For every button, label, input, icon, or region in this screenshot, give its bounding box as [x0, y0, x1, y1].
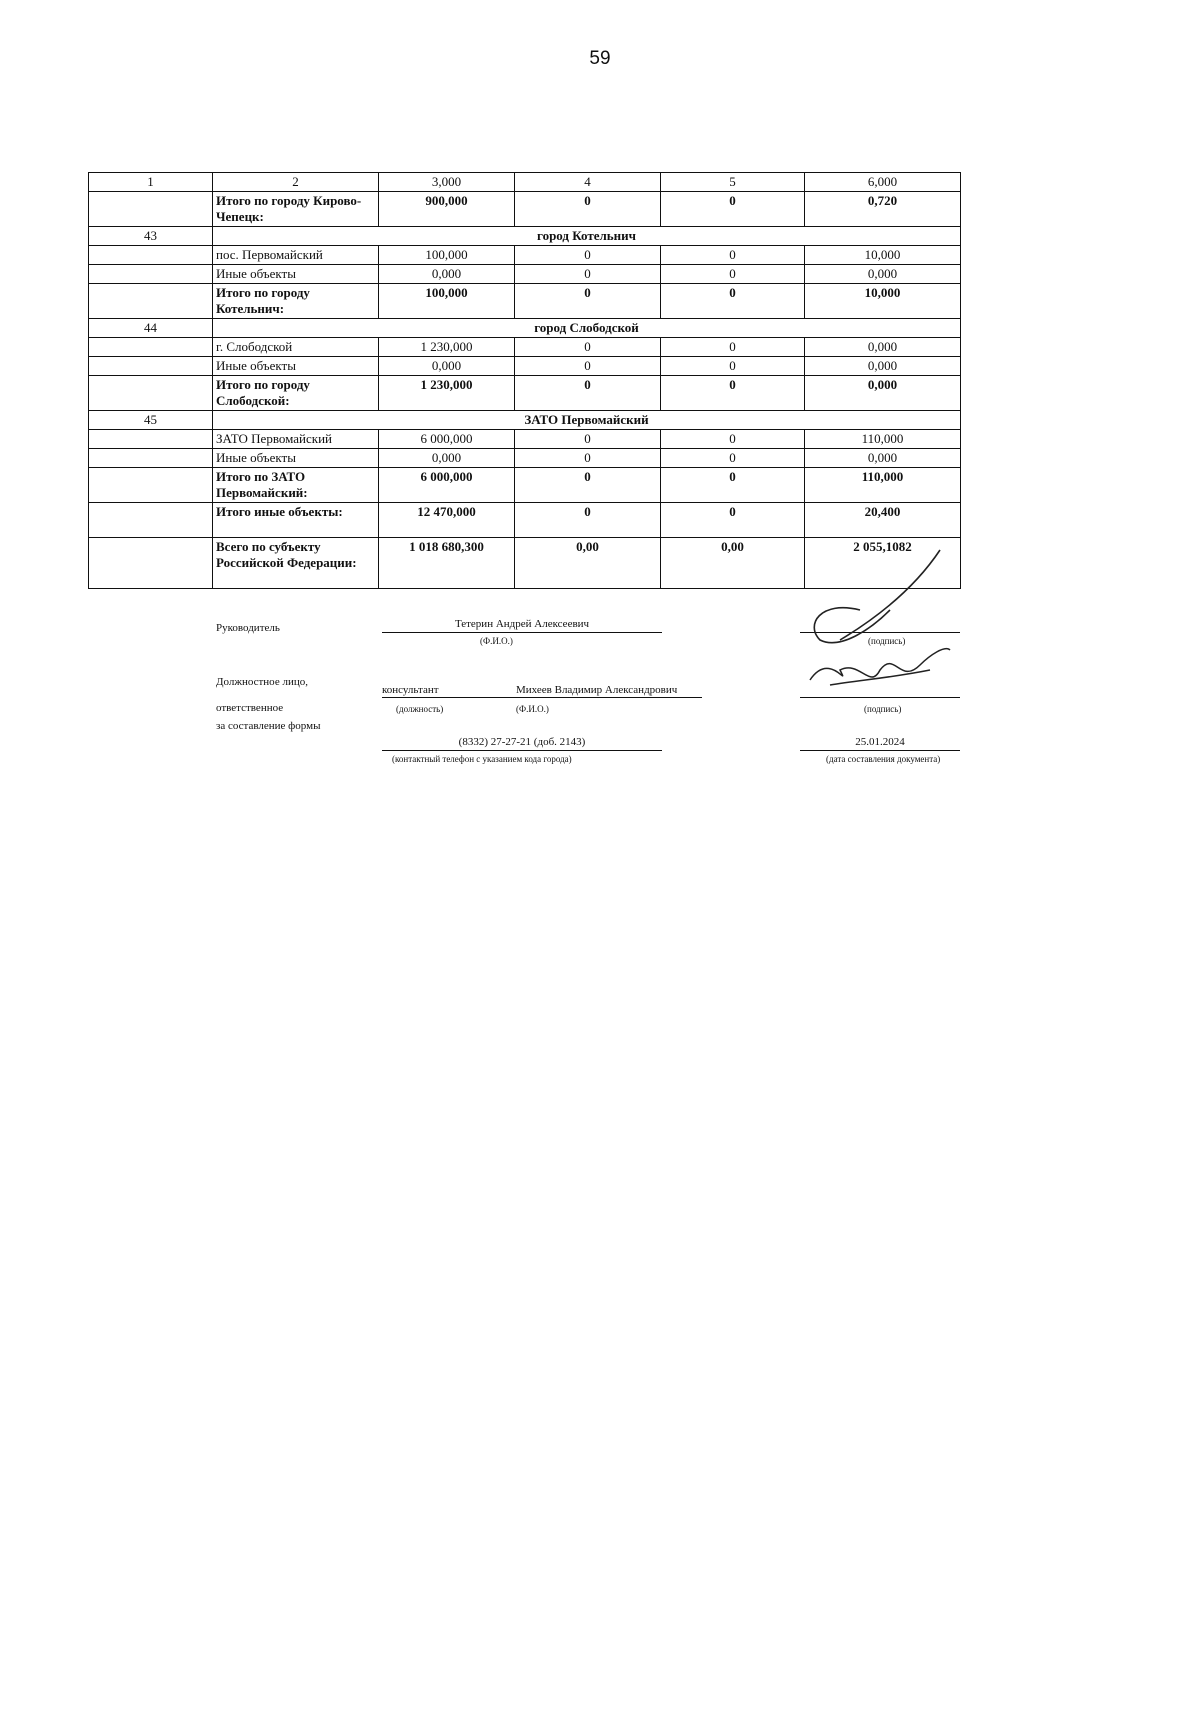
official-name: Михеев Владимир Александрович: [516, 684, 678, 696]
row-value-4: 0: [515, 468, 661, 503]
row-value-5: 0,00: [661, 538, 805, 589]
row-value-5: 0: [661, 449, 805, 468]
row-value-5: 0: [661, 246, 805, 265]
row-value-5: 0: [661, 192, 805, 227]
row-value-3: 6 000,000: [379, 430, 515, 449]
row-value-4: 0,00: [515, 538, 661, 589]
row-value-4: 0: [515, 357, 661, 376]
official-label-line1: Должностное лицо,: [216, 676, 308, 688]
row-value-6: 0,000: [805, 265, 961, 284]
row-value-4: 0: [515, 246, 661, 265]
phone-caption: (контактный телефон с указанием кода города): [392, 754, 572, 764]
row-value-3: 1 230,000: [379, 338, 515, 357]
row-value-3: 100,000: [379, 284, 515, 319]
header-cell: 3,000: [379, 173, 515, 192]
official-fio-caption: (Ф.И.О.): [516, 704, 549, 714]
row-value-3: 12 470,000: [379, 503, 515, 538]
official-label-line2: ответственное: [216, 702, 284, 714]
row-name: Итого по городу Котельнич:: [213, 284, 379, 319]
row-value-5: 0: [661, 503, 805, 538]
row-name: Итого по городу Кирово-Чепецк:: [213, 192, 379, 227]
row-name: Иные объекты: [213, 265, 379, 284]
row-name: Иные объекты: [213, 449, 379, 468]
date-caption: (дата составления документа): [826, 754, 941, 764]
head-signature-caption: (подпись): [868, 636, 906, 646]
row-number: 45: [89, 411, 213, 430]
row-value-5: 0: [661, 284, 805, 319]
row-name: г. Слободской: [213, 338, 379, 357]
row-value-5: 0: [661, 338, 805, 357]
page-number: 59: [589, 48, 611, 69]
official-label-line3: за составление формы: [216, 720, 321, 732]
official-position: консультант: [382, 684, 439, 696]
header-cell: 2: [213, 173, 379, 192]
position-caption: (должность): [396, 704, 444, 714]
row-value-6: 0,000: [805, 357, 961, 376]
row-value-4: 0: [515, 338, 661, 357]
row-value-6: 0,000: [805, 376, 961, 411]
row-value-6: 0,000: [805, 338, 961, 357]
head-fio-caption: (Ф.И.О.): [480, 636, 513, 646]
row-value-3: 0,000: [379, 449, 515, 468]
row-value-3: 6 000,000: [379, 468, 515, 503]
row-value-3: 1 230,000: [379, 376, 515, 411]
head-label: Руководитель: [216, 622, 280, 634]
official-signature-caption: (подпись): [864, 704, 902, 714]
row-value-4: 0: [515, 503, 661, 538]
section-title: город Котельнич: [213, 227, 961, 246]
row-value-6: 2 055,1082: [805, 538, 961, 589]
row-value-5: 0: [661, 376, 805, 411]
row-name: Всего по субъекту Российской Федерации:: [213, 538, 379, 589]
signature-block: [0, 0, 1200, 800]
row-value-6: 0,000: [805, 449, 961, 468]
row-value-6: 10,000: [805, 284, 961, 319]
row-value-6: 0,720: [805, 192, 961, 227]
section-title: город Слободской: [213, 319, 961, 338]
row-value-4: 0: [515, 192, 661, 227]
header-cell: 1: [89, 173, 213, 192]
row-name: ЗАТО Первомайский: [213, 430, 379, 449]
row-number: 44: [89, 319, 213, 338]
section-title: ЗАТО Первомайский: [213, 411, 961, 430]
head-handwritten-signature: [800, 540, 960, 650]
header-cell: 6,000: [805, 173, 961, 192]
row-value-4: 0: [515, 376, 661, 411]
row-value-6: 20,400: [805, 503, 961, 538]
contact-phone: (8332) 27-27-21 (доб. 2143): [458, 736, 586, 748]
row-name: Итого по городу Слободской:: [213, 376, 379, 411]
row-value-3: 100,000: [379, 246, 515, 265]
row-value-5: 0: [661, 357, 805, 376]
row-name: Итого по ЗАТО Первомайский:: [213, 468, 379, 503]
row-value-4: 0: [515, 265, 661, 284]
row-name: Иные объекты: [213, 357, 379, 376]
row-value-3: 900,000: [379, 192, 515, 227]
row-value-3: 0,000: [379, 357, 515, 376]
row-value-6: 10,000: [805, 246, 961, 265]
row-value-4: 0: [515, 430, 661, 449]
document-date: 25.01.2024: [855, 736, 905, 748]
header-cell: 5: [661, 173, 805, 192]
row-value-6: 110,000: [805, 468, 961, 503]
row-value-4: 0: [515, 284, 661, 319]
row-value-6: 110,000: [805, 430, 961, 449]
row-value-4: 0: [515, 449, 661, 468]
row-name: Итого иные объекты:: [213, 503, 379, 538]
row-name: пос. Первомайский: [213, 246, 379, 265]
header-cell: 4: [515, 173, 661, 192]
row-value-3: 1 018 680,300: [379, 538, 515, 589]
official-handwritten-signature: [800, 640, 960, 700]
row-value-5: 0: [661, 468, 805, 503]
row-value-3: 0,000: [379, 265, 515, 284]
row-number: 43: [89, 227, 213, 246]
row-value-5: 0: [661, 430, 805, 449]
head-name: Тетерин Андрей Алексеевич: [454, 618, 590, 630]
row-value-5: 0: [661, 265, 805, 284]
